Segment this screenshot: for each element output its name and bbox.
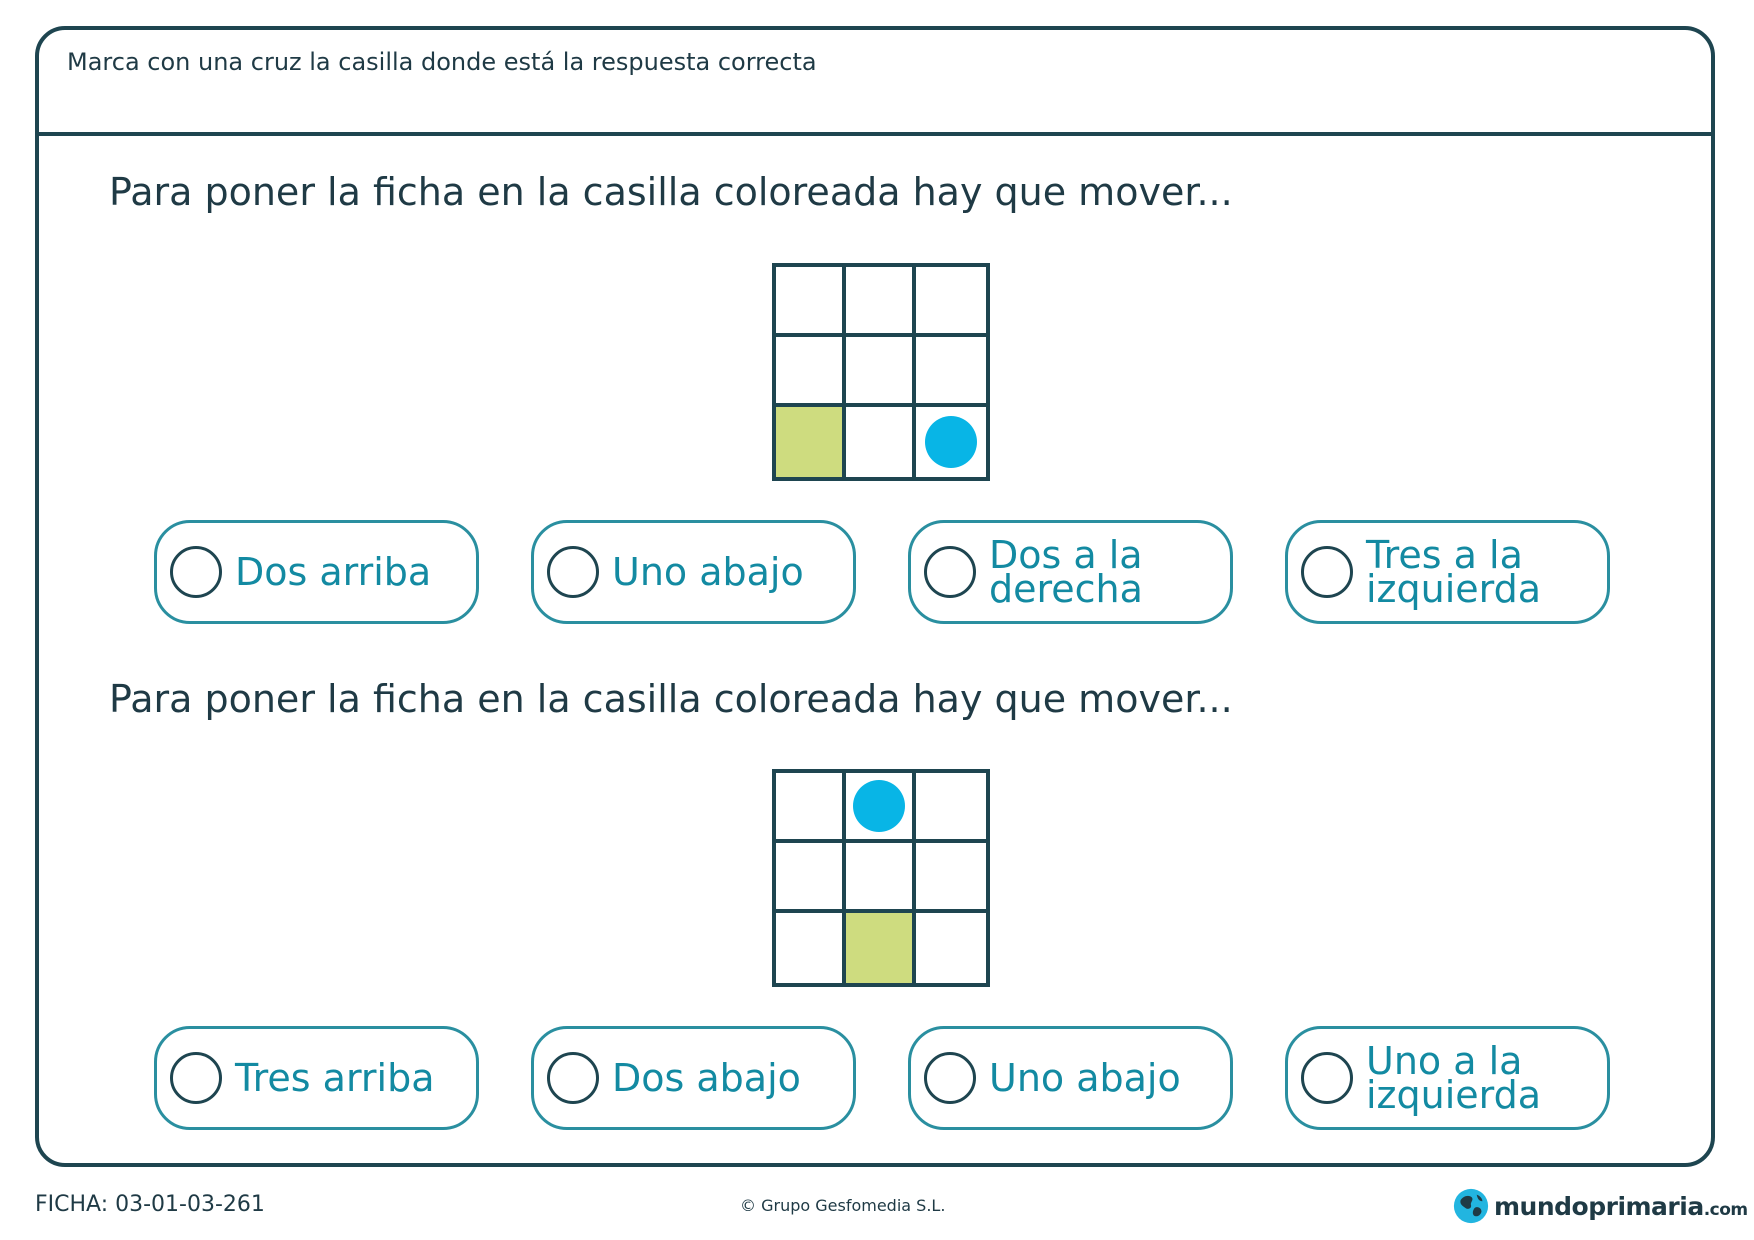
answer-checkbox[interactable]	[924, 546, 976, 598]
option-label: Dos abajo	[612, 1056, 801, 1100]
board-1-target-cell	[776, 407, 846, 477]
answer-checkbox[interactable]	[1301, 546, 1353, 598]
answer-checkbox[interactable]	[547, 1052, 599, 1104]
option-1-d[interactable]	[1285, 520, 1610, 624]
token-piece	[853, 780, 905, 832]
board-2	[772, 769, 990, 987]
option-label: Uno a la izquierda	[1366, 1039, 1542, 1117]
option-label: Dos a la derecha	[989, 533, 1143, 611]
worksheet-frame	[35, 26, 1715, 1167]
globe-icon	[1452, 1187, 1490, 1225]
option-label: Uno abajo	[989, 1056, 1181, 1100]
board-2-target-cell	[846, 913, 916, 983]
board-1-cell	[916, 267, 986, 337]
option-label: Dos arriba	[235, 550, 432, 594]
board-2-cell	[916, 843, 986, 913]
option-1-b[interactable]	[531, 520, 856, 624]
question-1: Para poner la ficha en la casilla coloreada hay que mover...	[109, 170, 1233, 214]
board-2-cell	[776, 773, 846, 843]
board-1-cell	[846, 407, 916, 477]
option-1-a[interactable]	[154, 520, 479, 624]
copyright-notice: © Grupo Gesfomedia S.L.	[740, 1196, 946, 1215]
option-2-a[interactable]	[154, 1026, 479, 1130]
board-1-cell	[846, 337, 916, 407]
board-1-cell	[776, 267, 846, 337]
option-label: Uno abajo	[612, 550, 804, 594]
board-2-cell	[846, 773, 916, 843]
option-label: Tres a la izquierda	[1366, 533, 1542, 611]
board-1-cell	[776, 337, 846, 407]
board-1-cell	[916, 407, 986, 477]
answer-checkbox[interactable]	[1301, 1052, 1353, 1104]
header-divider	[39, 132, 1711, 136]
answer-checkbox[interactable]	[170, 546, 222, 598]
board-1	[772, 263, 990, 481]
board-2-cell	[916, 773, 986, 843]
logo-wordmark: mundoprimaria.com	[1494, 1191, 1748, 1221]
answer-checkbox[interactable]	[924, 1052, 976, 1104]
board-2-cell	[916, 913, 986, 983]
option-2-c[interactable]	[908, 1026, 1233, 1130]
board-2-cell	[776, 843, 846, 913]
option-2-b[interactable]	[531, 1026, 856, 1130]
question-2: Para poner la ficha en la casilla coloreada hay que mover...	[109, 677, 1233, 721]
instruction-text: Marca con una cruz la casilla donde está la respuesta correcta	[67, 48, 817, 76]
board-1-cell	[846, 267, 916, 337]
option-2-d[interactable]	[1285, 1026, 1610, 1130]
worksheet-code: FICHA: 03-01-03-261	[35, 1192, 265, 1217]
board-2-cell	[846, 843, 916, 913]
token-piece	[925, 416, 977, 468]
answer-checkbox[interactable]	[170, 1052, 222, 1104]
board-1-cell	[916, 337, 986, 407]
option-label: Tres arriba	[235, 1056, 435, 1100]
brand-logo[interactable]	[1452, 1186, 1748, 1226]
option-1-c[interactable]	[908, 520, 1233, 624]
board-2-cell	[776, 913, 846, 983]
answer-checkbox[interactable]	[547, 546, 599, 598]
